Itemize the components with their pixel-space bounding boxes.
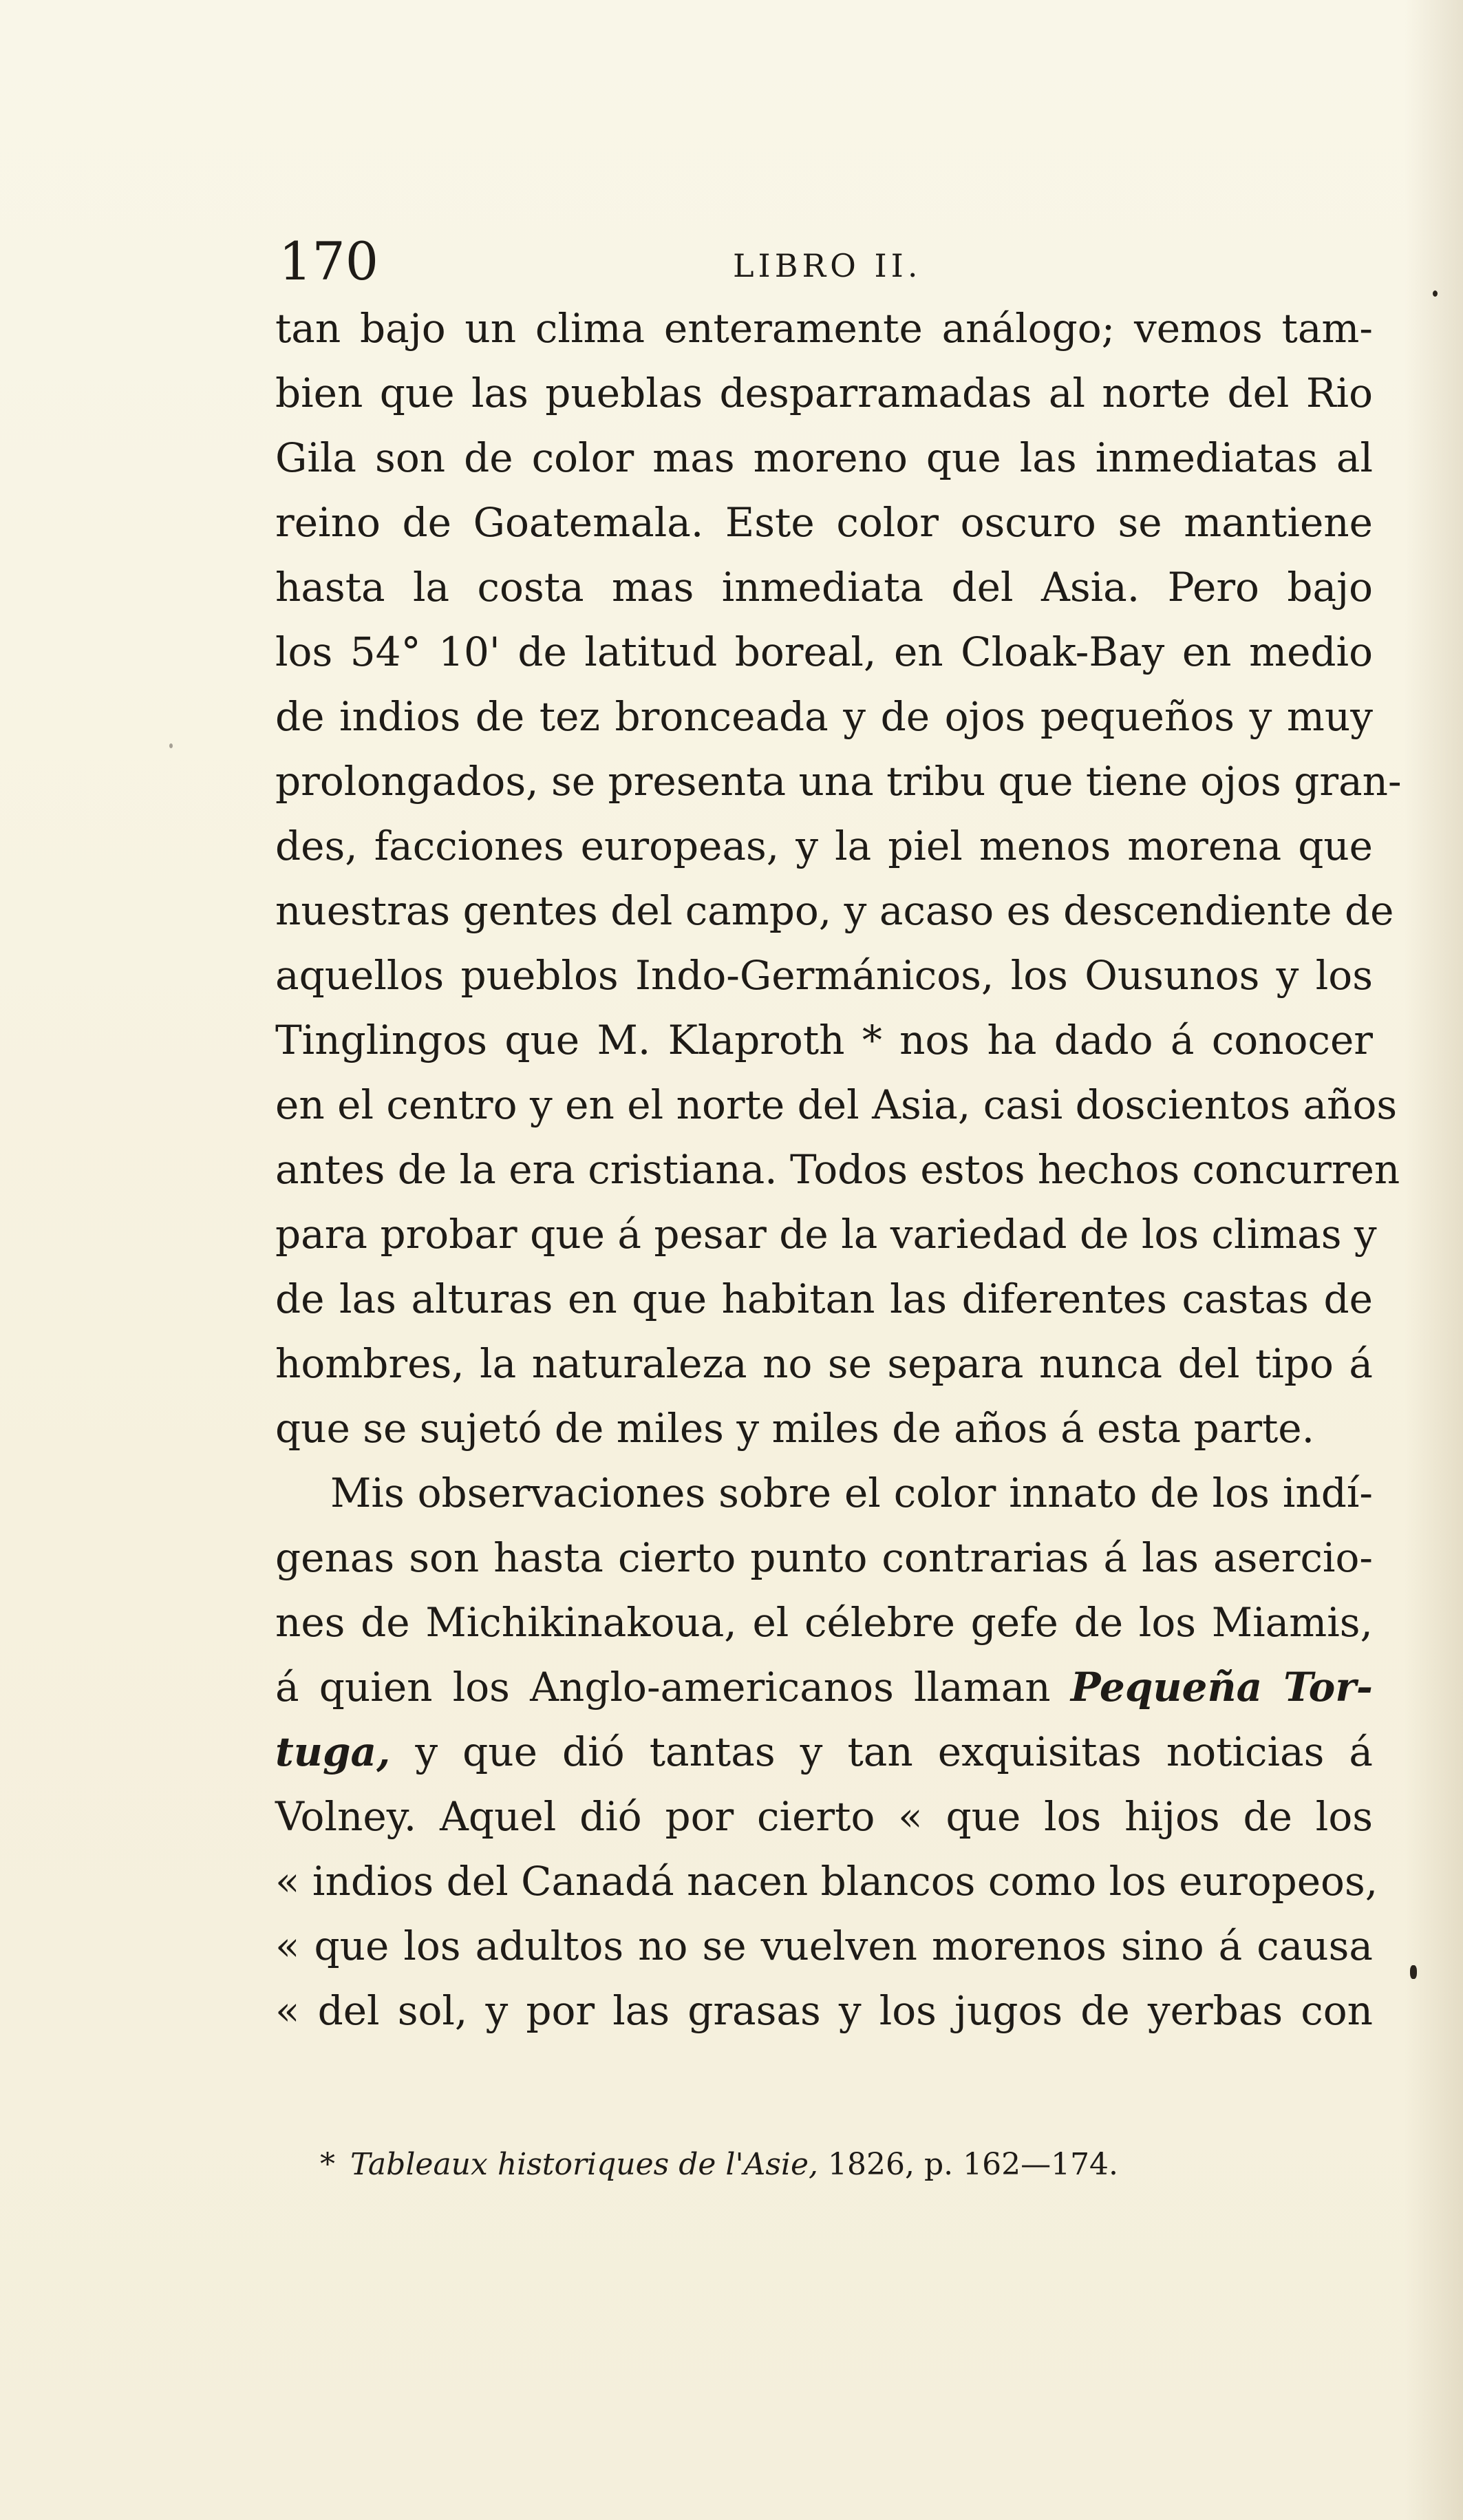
body-text bbox=[275, 296, 1402, 2043]
text-line: de indios de tez bronceada y de ojos pequeños y muy bbox=[275, 693, 1373, 740]
paragraph-start-line: Mis observaciones sobre el color innato de los indí- bbox=[330, 1470, 1373, 1516]
text-line: antes de la era cristiana. Todos estos hechos concurren bbox=[275, 1146, 1400, 1193]
text-line: en el centro y en el norte del Asia, casi doscientos años bbox=[275, 1081, 1398, 1128]
text-line: Gila son de color mas moreno que las inmediatas al bbox=[275, 434, 1373, 481]
text-line: nes de Michikinakoua, el célebre gefe de los Miamis, bbox=[275, 1599, 1373, 1646]
text-line: nuestras gentes del campo, y acaso es descendiente de bbox=[275, 887, 1394, 934]
text-run: y que dió tantas y tan exquisitas noticias á bbox=[390, 1728, 1373, 1775]
italic-name: tuga, bbox=[275, 1728, 391, 1775]
text-line: genas son hasta cierto punto contrarias á las asercio- bbox=[275, 1534, 1373, 1581]
text-line: « del sol, y por las grasas y los jugos de yerbas con bbox=[275, 1987, 1373, 2034]
footnote-citation: 1826, p. 162—174. bbox=[818, 2147, 1119, 2182]
text-line: des, facciones europeas, y la piel menos morena que bbox=[275, 823, 1373, 869]
text-line: de las alturas en que habitan las diferentes castas de bbox=[275, 1275, 1373, 1322]
text-line: bien que las pueblas desparramadas al norte del Rio bbox=[275, 370, 1373, 416]
text-line: hombres, la naturaleza no se separa nunca del tipo á bbox=[275, 1340, 1373, 1387]
text-line: prolongados, se presenta una tribu que tiene ojos gran- bbox=[275, 758, 1402, 805]
text-run: á quien los Anglo-americanos llaman bbox=[275, 1664, 1071, 1711]
section-title: LIBRO II. bbox=[733, 247, 922, 284]
text-line: para probar que á pesar de la variedad de los climas y bbox=[275, 1211, 1377, 1258]
footnote-title: Tableaux historiques de l'Asie, bbox=[350, 2147, 819, 2182]
italic-name: Pequeña Tor- bbox=[1070, 1664, 1373, 1711]
text-line: hasta la costa mas inmediata del Asia. Pero bajo bbox=[275, 564, 1373, 611]
running-head bbox=[279, 224, 1373, 299]
text-line: Tinglingos que M. Klaproth * nos ha dado á conocer bbox=[275, 1017, 1373, 1063]
text-line bbox=[275, 1655, 1373, 1719]
ink-speck bbox=[169, 743, 173, 748]
text-line: tan bajo un clima enteramente análogo; vemos tam- bbox=[275, 305, 1373, 352]
ink-speck bbox=[1433, 290, 1438, 297]
text-line: « que los adultos no se vuelven morenos sino á causa bbox=[275, 1923, 1373, 1969]
text-line: reino de Goatemala. Este color oscuro se mantiene bbox=[275, 499, 1373, 546]
page-number: 170 bbox=[279, 231, 379, 292]
footnote bbox=[320, 2137, 1380, 2192]
text-line: los 54° 10' de latitud boreal, en Cloak-Bay en medio bbox=[275, 628, 1373, 675]
ink-speck bbox=[1410, 1965, 1417, 1979]
paragraph-end-line: que se sujetó de miles y miles de años á esta parte. bbox=[275, 1405, 1315, 1452]
text-line: Volney. Aquel dió por cierto « que los hijos de los bbox=[275, 1793, 1373, 1840]
footnote-marker: * bbox=[320, 2147, 335, 2182]
text-line: « indios del Canadá nacen blancos como los europeos, bbox=[275, 1858, 1378, 1905]
text-line: aquellos pueblos Indo-Germánicos, los Ousunos y los bbox=[275, 952, 1373, 999]
text-line bbox=[275, 1719, 1373, 1784]
